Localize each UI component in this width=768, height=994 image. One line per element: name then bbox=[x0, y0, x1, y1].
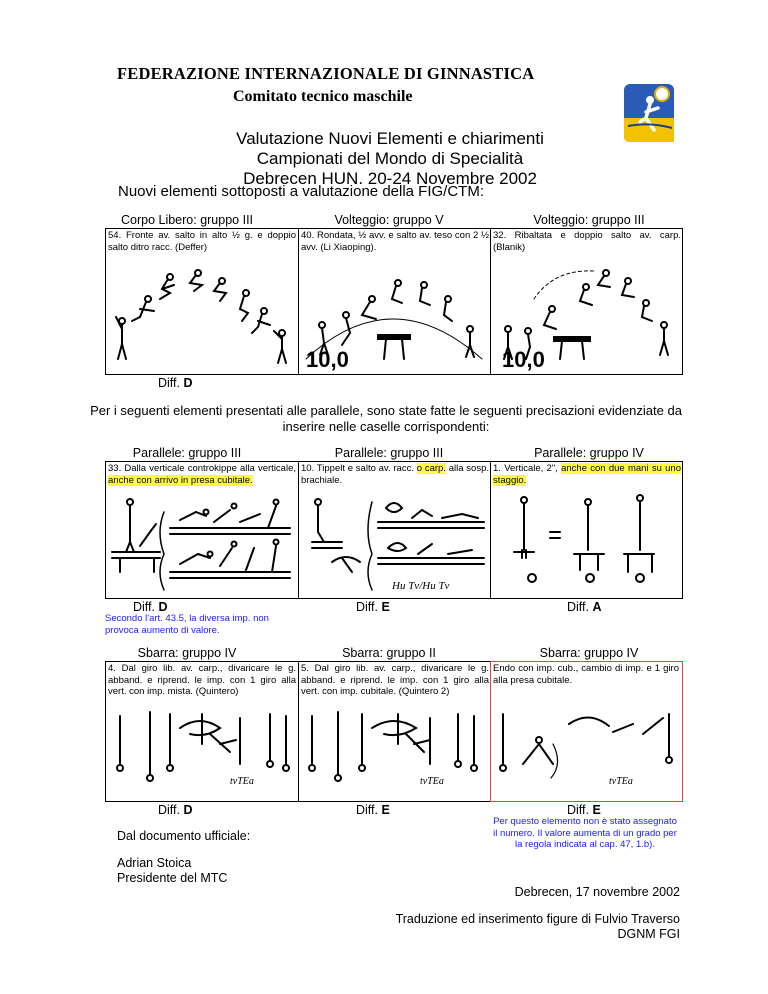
s2-col2-desc-post: alla sosp. brachiale. bbox=[301, 463, 490, 486]
high-bar-figure-1 bbox=[110, 704, 294, 790]
s1-col3-desc: 32. Ribaltata e doppio salto av. carp. (Blanik) bbox=[493, 230, 681, 253]
s3-col2-diff-value: E bbox=[381, 803, 390, 817]
title-line-3: Debrecen HUN. 20-24 Novembre 2002 bbox=[243, 169, 537, 188]
s3-note: Per questo elemento non è stato assegnato il numero. Il valore aumenta di un grado per la regola indicata al cap. 47, 1.b). bbox=[493, 816, 677, 850]
official-doc-label: Dal documento ufficiale: bbox=[117, 829, 251, 843]
s2-col1-highlight: anche con arrivo in presa cubitale. bbox=[108, 474, 253, 486]
s1-col1-desc: 54. Fronte av. salto in alto ½ g. e doppio salto ditro racc. (Deffer) bbox=[108, 230, 296, 253]
s3-col1-signature: tvTEa bbox=[230, 776, 254, 787]
s2-col3-desc-text: 1. Verticale, 2", bbox=[493, 463, 562, 474]
signer-role: Presidente del MTC bbox=[117, 871, 228, 885]
s2-col3-diff: Diff. A bbox=[567, 600, 602, 614]
s3-col1-diff-value: D bbox=[183, 803, 193, 817]
s2-col2-signature: Hu Tv/Hu Tv bbox=[392, 580, 450, 592]
s2-col2-desc-text: 10. Tippelt e salto av. racc. bbox=[301, 463, 417, 474]
s2-col1-diff: Diff. D bbox=[133, 600, 168, 614]
section3-table bbox=[105, 661, 491, 802]
s1-col2-desc: 40. Rondata, ½ avv. e salto av. teso con 2 ½ avv. (Li Xiaoping). bbox=[301, 230, 489, 253]
s3-col3-diff-value: E bbox=[592, 803, 601, 817]
parallel-bars-figure-3 bbox=[494, 492, 678, 594]
s3-col1-head: Sbarra: gruppo IV bbox=[137, 646, 237, 660]
vault-1-score: 10,0 bbox=[306, 347, 349, 372]
s3-col2-diff: Diff. E bbox=[356, 803, 390, 817]
s2-col1-head: Parallele: gruppo III bbox=[132, 446, 242, 460]
s2-intro-line-1: Per i seguenti elementi presentati alle parallele, sono state fatte le seguenti precisazioni evidenziate da bbox=[90, 403, 682, 418]
s1-col2-head: Volteggio: gruppo V bbox=[334, 213, 444, 227]
s2-col2-highlight: o carp. bbox=[416, 463, 446, 474]
s3-col2-desc: 5. Dal giro lib. av. carp., divaricare le g. abband. e riprend. le imp. con 1 giro alla vert. con imp. cubitale. (Quintero 2) bbox=[301, 663, 489, 697]
section2-table bbox=[105, 461, 683, 599]
high-bar-figure-3 bbox=[493, 704, 677, 790]
s3-col1-diff: Diff. D bbox=[158, 803, 193, 817]
translation-credit: Traduzione ed inserimento figure di Fulvio Traverso bbox=[395, 912, 680, 926]
s2-col2-diff: Diff. E bbox=[356, 600, 390, 614]
s2-col1-diff-value: D bbox=[158, 600, 168, 614]
s3-col3-desc: Endo con imp. cub., cambio di imp. e 1 giro alla presa cubitale. bbox=[493, 663, 679, 686]
s3-col1-desc: 4. Dal giro lib. av. carp., divaricare le g. abband. e riprend. le imp. con 1 giro alla vert. con imp. mista. (Quintero) bbox=[108, 663, 296, 697]
department: DGNM FGI bbox=[617, 927, 680, 941]
s1-diff-label: Diff. bbox=[158, 376, 180, 390]
org-title: FEDERAZIONE INTERNAZIONALE DI GINNASTICA bbox=[117, 64, 535, 83]
s3-col3-signature: tvTEa bbox=[609, 776, 633, 787]
title-line-1: Valutazione Nuovi Elementi e chiarimenti bbox=[236, 129, 544, 148]
document-date: Debrecen, 17 novembre 2002 bbox=[514, 885, 680, 899]
section1-table bbox=[105, 228, 683, 375]
s2-col3-head: Parallele: gruppo IV bbox=[534, 446, 644, 460]
s2-col3-desc bbox=[491, 462, 683, 487]
intro-text: Nuovi elementi sottoposti a valutazione della FIG/CTM: bbox=[118, 183, 484, 200]
s1-diff-value: D bbox=[183, 376, 193, 390]
s2-col2-head: Parallele: gruppo III bbox=[334, 446, 444, 460]
vault-2-score: 10,0 bbox=[502, 347, 545, 372]
parallel-bars-figure-2 bbox=[302, 492, 488, 594]
s3-col2-head: Sbarra: gruppo II bbox=[342, 646, 436, 660]
s1-col3-head: Volteggio: gruppo III bbox=[533, 213, 645, 227]
s2-col1-desc bbox=[106, 462, 298, 487]
org-subtitle: Comitato tecnico maschile bbox=[233, 88, 413, 105]
s2-note: Secondo l'art. 43.5, la diversa imp. non provoca aumento di valore. bbox=[105, 613, 269, 636]
s1-diff bbox=[158, 376, 193, 390]
fig-gymnast-logo-icon bbox=[620, 78, 682, 146]
s2-col3-diff-value: A bbox=[592, 600, 602, 614]
high-bar-figure-2 bbox=[302, 704, 486, 790]
section3-col3-box bbox=[490, 661, 683, 802]
s3-col3-diff: Diff. E bbox=[567, 803, 601, 817]
s3-col3-head: Sbarra: gruppo IV bbox=[539, 646, 639, 660]
s3-col2-signature: tvTEa bbox=[420, 776, 444, 787]
floor-exercise-figure bbox=[110, 259, 294, 369]
s2-col3-highlight: anche con due mani su uno staggio. bbox=[493, 463, 681, 486]
title-line-2: Campionati del Mondo di Specialità bbox=[256, 149, 524, 168]
s2-col2-diff-value: E bbox=[381, 600, 390, 614]
s2-col1-desc-text: 33. Dalla verticale controkippe alla verticale, bbox=[108, 463, 296, 474]
parallel-bars-figure-1 bbox=[110, 492, 294, 594]
s2-intro-line-2: inserire nelle caselle corrispondenti: bbox=[282, 419, 490, 434]
s1-col1-head: Corpo Libero: gruppo III bbox=[120, 213, 254, 227]
s2-col2-desc bbox=[299, 462, 491, 487]
signer-name: Adrian Stoica bbox=[117, 856, 192, 870]
